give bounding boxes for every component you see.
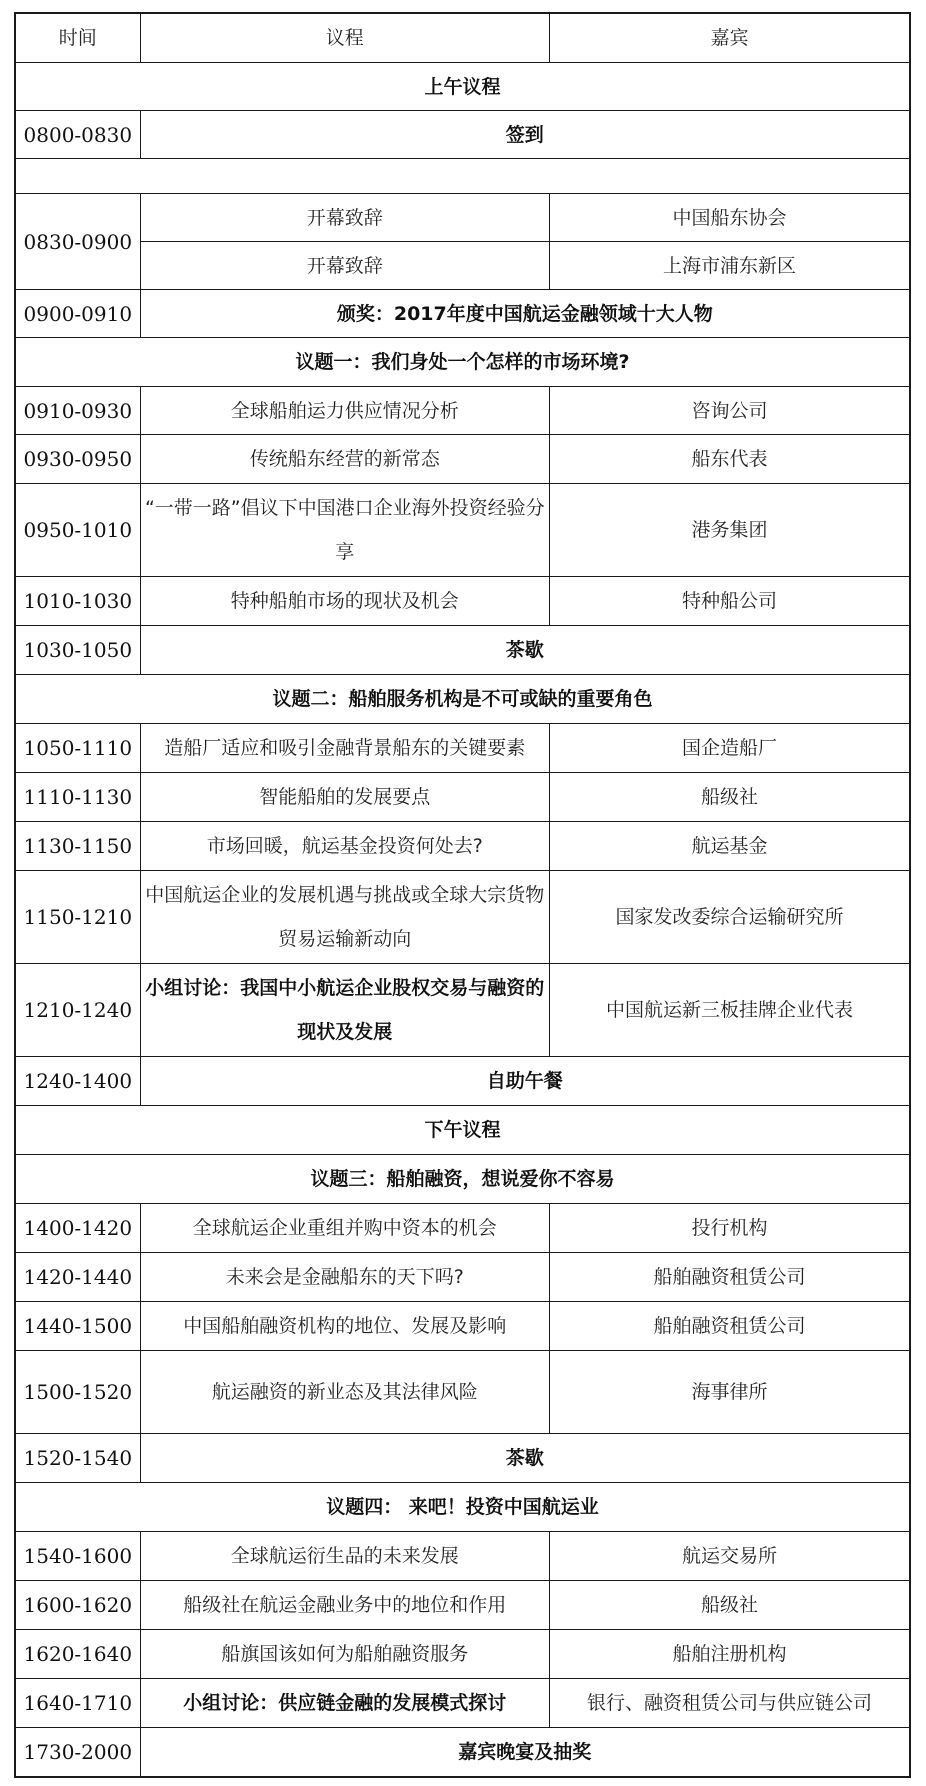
time-cell: 1400-1420 [15,1204,140,1253]
agenda-cell: 传统船东经营的新常态 [140,435,549,484]
section-row [15,338,910,387]
agenda-cell: 航运融资的新业态及其法律风险 [140,1351,549,1434]
time-cell: 1110-1130 [15,773,140,822]
table-row [15,242,910,290]
table-row [15,1581,910,1630]
guest-cell: 中国航运新三板挂牌企业代表 [549,964,910,1057]
section-row [15,1483,910,1532]
agenda-cell: 造船厂适应和吸引金融背景船东的关键要素 [140,724,549,773]
time-cell: 1240-1400 [15,1057,140,1106]
agenda-cell: 智能船舶的发展要点 [140,773,549,822]
time-cell: 0910-0930 [15,387,140,435]
table-row [15,290,910,338]
header-guest: 嘉宾 [549,13,910,63]
guest-cell: 船舶注册机构 [549,1630,910,1679]
table-row [15,1728,910,1778]
table-row [15,387,910,435]
time-cell: 0800-0830 [15,111,140,159]
blank-cell [15,159,910,194]
guest-cell: 国家发改委综合运输研究所 [549,871,910,964]
time-cell: 1600-1620 [15,1581,140,1630]
agenda-cell: 开幕致辞 [140,194,549,242]
guest-cell: 港务集团 [549,484,910,577]
guest-cell: 船舶融资租赁公司 [549,1253,910,1302]
time-cell: 1030-1050 [15,626,140,675]
time-cell: 0950-1010 [15,484,140,577]
table-row [15,964,910,1057]
time-cell: 1150-1210 [15,871,140,964]
guest-cell: 上海市浦东新区 [549,242,910,290]
span-cell: 嘉宾晚宴及抽奖 [140,1728,910,1778]
section-row [15,675,910,724]
agenda-cell: 全球船舶运力供应情况分析 [140,387,549,435]
agenda-cell: 全球航运企业重组并购中资本的机会 [140,1204,549,1253]
span-cell: 签到 [140,111,910,159]
time-cell: 0930-0950 [15,435,140,484]
section-title: 议题四： 来吧！投资中国航运业 [15,1483,910,1532]
section-row [15,63,910,111]
guest-cell: 船舶融资租赁公司 [549,1302,910,1351]
guest-cell: 特种船公司 [549,577,910,626]
time-cell: 1730-2000 [15,1728,140,1778]
time-cell: 1210-1240 [15,964,140,1057]
section-title: 上午议程 [15,63,910,111]
table-row [15,1204,910,1253]
table-row [15,484,910,577]
guest-cell: 中国船东协会 [549,194,910,242]
blank-row [15,159,910,194]
guest-cell: 银行、融资租赁公司与供应链公司 [549,1679,910,1728]
table-row [15,1351,910,1434]
guest-cell: 船级社 [549,1581,910,1630]
table-row [15,773,910,822]
time-cell: 1620-1640 [15,1630,140,1679]
guest-cell: 国企造船厂 [549,724,910,773]
agenda-table [14,12,911,1778]
header-agenda: 议程 [140,13,549,63]
table-row [15,111,910,159]
time-cell: 1130-1150 [15,822,140,871]
section-title: 议题二：船舶服务机构是不可或缺的重要角色 [15,675,910,724]
span-cell: 茶歇 [140,1434,910,1483]
time-cell: 1540-1600 [15,1532,140,1581]
time-cell: 1010-1030 [15,577,140,626]
agenda-cell: 小组讨论：供应链金融的发展模式探讨 [140,1679,549,1728]
table-row [15,724,910,773]
section-title: 议题三：船舶融资，想说爱你不容易 [15,1155,910,1204]
time-cell: 1500-1520 [15,1351,140,1434]
section-title: 议题一：我们身处一个怎样的市场环境? [15,338,910,387]
table-row [15,1434,910,1483]
time-cell: 1420-1440 [15,1253,140,1302]
table-row [15,194,910,242]
agenda-cell: 小组讨论：我国中小航运企业股权交易与融资的现状及发展 [140,964,549,1057]
table-row [15,1679,910,1728]
section-title: 下午议程 [15,1106,910,1155]
agenda-cell: 开幕致辞 [140,242,549,290]
table-row [15,871,910,964]
table-row [15,1057,910,1106]
guest-cell: 海事律所 [549,1351,910,1434]
agenda-cell: 未来会是金融船东的天下吗? [140,1253,549,1302]
guest-cell: 咨询公司 [549,387,910,435]
table-row [15,1532,910,1581]
header-row [15,13,910,63]
agenda-cell: 市场回暖，航运基金投资何处去? [140,822,549,871]
agenda-cell: 中国船舶融资机构的地位、发展及影响 [140,1302,549,1351]
table-row [15,1302,910,1351]
time-cell: 0830-0900 [15,194,140,290]
guest-cell: 船东代表 [549,435,910,484]
guest-cell: 船级社 [549,773,910,822]
span-cell: 自助午餐 [140,1057,910,1106]
table-row [15,435,910,484]
guest-cell: 航运基金 [549,822,910,871]
time-cell: 1520-1540 [15,1434,140,1483]
header-time: 时间 [15,13,140,63]
time-cell: 0900-0910 [15,290,140,338]
table-row [15,1253,910,1302]
table-row [15,626,910,675]
agenda-cell: “一带一路”倡议下中国港口企业海外投资经验分享 [140,484,549,577]
section-row [15,1155,910,1204]
span-cell: 颁奖：2017年度中国航运金融领域十大人物 [140,290,910,338]
agenda-cell: 特种船舶市场的现状及机会 [140,577,549,626]
agenda-cell: 船级社在航运金融业务中的地位和作用 [140,1581,549,1630]
time-cell: 1050-1110 [15,724,140,773]
table-row [15,1630,910,1679]
agenda-cell: 全球航运衍生品的未来发展 [140,1532,549,1581]
table-row [15,822,910,871]
guest-cell: 投行机构 [549,1204,910,1253]
table-row [15,577,910,626]
span-cell: 茶歇 [140,626,910,675]
agenda-cell: 船旗国该如何为船舶融资服务 [140,1630,549,1679]
time-cell: 1440-1500 [15,1302,140,1351]
time-cell: 1640-1710 [15,1679,140,1728]
section-row [15,1106,910,1155]
agenda-cell: 中国航运企业的发展机遇与挑战或全球大宗货物贸易运输新动向 [140,871,549,964]
guest-cell: 航运交易所 [549,1532,910,1581]
